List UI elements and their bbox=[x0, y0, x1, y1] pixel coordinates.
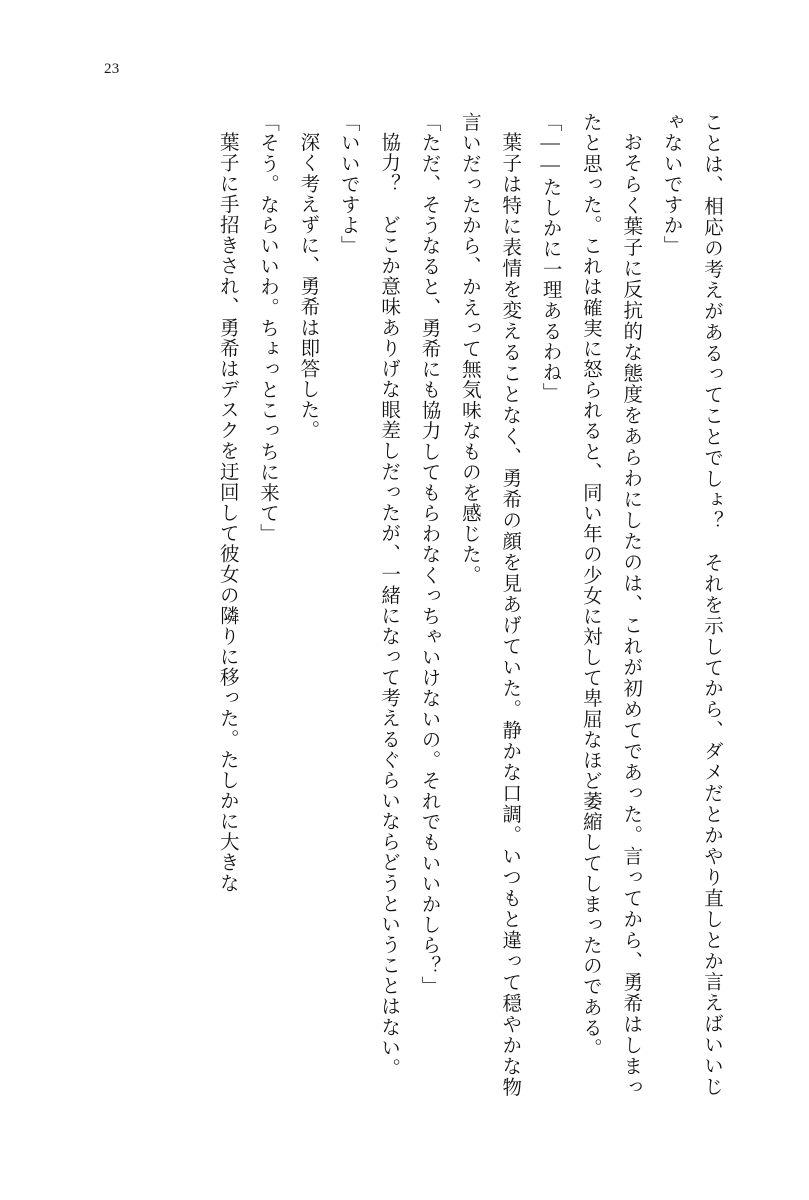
paragraph: ことは、相応の考えがあるってことでしょ？ それを示してから、ダメだとかやり直しとか言えばいいじゃないですか」 bbox=[660, 112, 722, 1097]
paragraph: 葉子は特に表情を変えることなく、勇希の顔を見あげていた。静かな口調。いつもと違って穏やかな物言いだったから、かえって無気味なものを感じた。 bbox=[458, 112, 521, 1097]
page-number: 23 bbox=[104, 61, 120, 77]
paragraph: おそらく葉子に反抗的な態度をあらわにしたのは、これが初めてであった。言ってから、勇希はしまったと思った。これは確実に怒られると、同い年の少女に対して卑屈なほど萎縮してしまったのである。 bbox=[579, 112, 642, 1097]
paragraph: 「いいですよ」 bbox=[337, 112, 359, 257]
page-body-text bbox=[91, 112, 731, 1097]
paragraph: 協力？ どこか意味ありげな眼差しだったが、一緒になって考えるぐらいならどうということはない。 bbox=[378, 131, 400, 1078]
paragraph: 「ただ、そうなると、勇希にも協力してもらわなくっちゃいけないの。それでもいいかしら？」 bbox=[418, 112, 440, 997]
paragraph: 葉子に手招きされ、勇希はデスクを迂回して彼女の隣りに移った。たしかに大きな bbox=[216, 131, 238, 893]
paragraph: 深く考えずに、勇希は即答した。 bbox=[297, 131, 319, 441]
paragraph: 「そう。ならいいわ。ちょっとこっちに来て」 bbox=[257, 112, 279, 545]
paragraph: 「――たしかに一理あるわね」 bbox=[539, 112, 561, 404]
